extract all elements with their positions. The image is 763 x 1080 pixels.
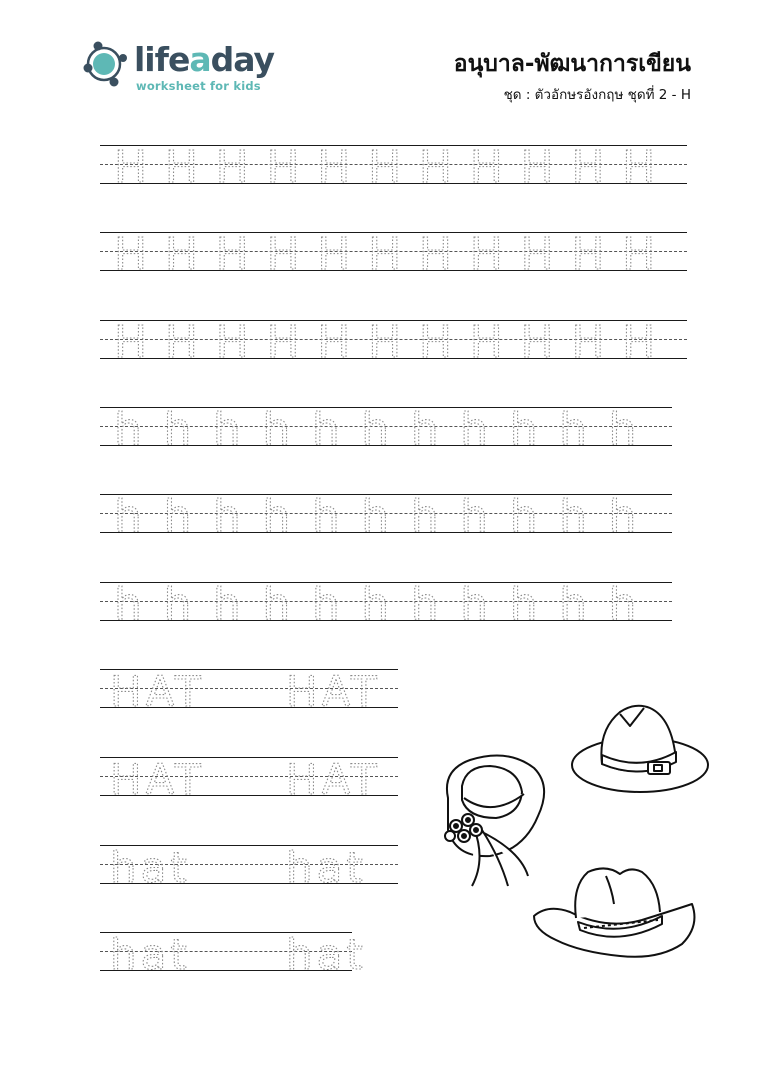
trace-letter: H [164,317,198,368]
trace-letter: H [317,229,351,280]
hats-illustration [430,690,720,980]
trace-letter: H [266,317,300,368]
trace-letter: H [469,229,503,280]
trace-letter: H [368,229,402,280]
trace-letter: h [509,491,538,542]
trace-letter: H [469,142,503,193]
trace-letter: h [509,404,538,455]
trace-letter: h [361,491,390,542]
trace-words [100,843,398,892]
trace-letter: H [571,317,605,368]
trace-letter: H [622,317,656,368]
practice-row-uppercase-2 [100,229,687,280]
practice-row-lowercase-3 [100,579,672,630]
trace-word: hat [286,843,367,892]
practice-row-lowercase-1 [100,404,672,455]
trace-letter: H [215,142,249,193]
trace-letter: H [164,229,198,280]
trace-letters [100,317,687,368]
trace-letter: H [571,142,605,193]
trace-letter: H [215,317,249,368]
trace-words [100,930,367,979]
trace-letter: H [520,229,554,280]
trace-word: HAT [110,755,205,804]
worksheet-title: อนุบาล-พัฒนาการเขียน [453,51,691,77]
floral-sun-hat-icon [445,756,544,887]
trace-letter: H [622,142,656,193]
trace-words [100,755,398,804]
trace-word: hat [286,930,367,979]
cowboy-hat-icon [534,868,694,956]
trace-letter: h [163,404,192,455]
trace-letter: H [418,229,453,280]
trace-letter: H [114,229,148,280]
trace-letter: h [361,404,390,455]
trace-word: hat [110,843,191,892]
trace-letter: H [114,317,148,368]
practice-row-word-HAT-1 [100,667,398,716]
trace-letter: h [114,491,142,542]
trace-letter: H [266,142,300,193]
practice-row-word-hat-1 [100,843,398,892]
trace-letter: h [460,404,489,455]
trace-letter: h [608,579,637,630]
trace-letter: h [262,404,291,455]
trace-word: HAT [286,667,381,716]
trace-letter: H [368,142,402,193]
trace-letter: H [368,317,402,368]
trace-letter: h [163,491,192,542]
practice-row-uppercase-1 [100,142,687,193]
trace-letter: H [266,229,300,280]
trace-letter: H [164,142,198,193]
trace-letter: h [311,579,340,630]
lifeaday-logo [82,38,282,98]
trace-letter: h [311,404,340,455]
trace-letter: h [410,404,439,455]
trace-letter: H [469,317,503,368]
trace-letter: h [460,491,489,542]
trace-word: HAT [286,755,381,804]
trace-letter: H [520,142,554,193]
practice-row-word-HAT-2 [100,755,398,804]
trace-letter: h [559,491,587,542]
trace-letter: h [262,579,291,630]
trace-letter: H [571,229,605,280]
trace-letter: h [361,579,390,630]
trace-words [100,667,398,716]
trace-letters [100,404,672,455]
molecule-icon [82,38,132,88]
trace-letter: h [114,579,142,630]
trace-letter: h [460,579,489,630]
trace-letter: H [114,142,148,193]
trace-letter: H [418,317,453,368]
trace-letters [100,142,687,193]
trace-letter: h [559,404,587,455]
ranger-hat-icon [572,706,708,792]
trace-letter: h [212,579,241,630]
trace-word: HAT [110,667,205,716]
practice-row-lowercase-2 [100,491,672,542]
trace-letter: h [559,579,587,630]
trace-letters [100,579,672,630]
practice-row-uppercase-3 [100,317,687,368]
trace-letter: H [317,142,351,193]
trace-letter: h [311,491,340,542]
practice-row-word-hat-2 [100,930,367,979]
trace-letter: H [317,317,351,368]
trace-letter: H [418,142,453,193]
logo-wordmark: lifeaday [134,40,275,79]
worksheet-subtitle: ชุด : ตัวอักษรอังกฤษ ชุดที่ 2 - H [503,87,691,103]
trace-letter: h [212,404,241,455]
trace-letters [100,229,687,280]
trace-letter: h [509,579,538,630]
logo-tagline: worksheet for kids [136,79,261,93]
trace-letter: h [608,404,637,455]
trace-letter: h [212,491,241,542]
trace-letter: H [215,229,249,280]
trace-letter: H [622,229,656,280]
trace-letter: h [114,404,142,455]
trace-letter: h [608,491,637,542]
trace-word: hat [110,930,191,979]
trace-letter: h [410,579,439,630]
trace-letter: h [410,491,439,542]
trace-letter: h [262,491,291,542]
trace-letter: h [163,579,192,630]
trace-letter: H [520,317,554,368]
trace-letters [100,491,672,542]
